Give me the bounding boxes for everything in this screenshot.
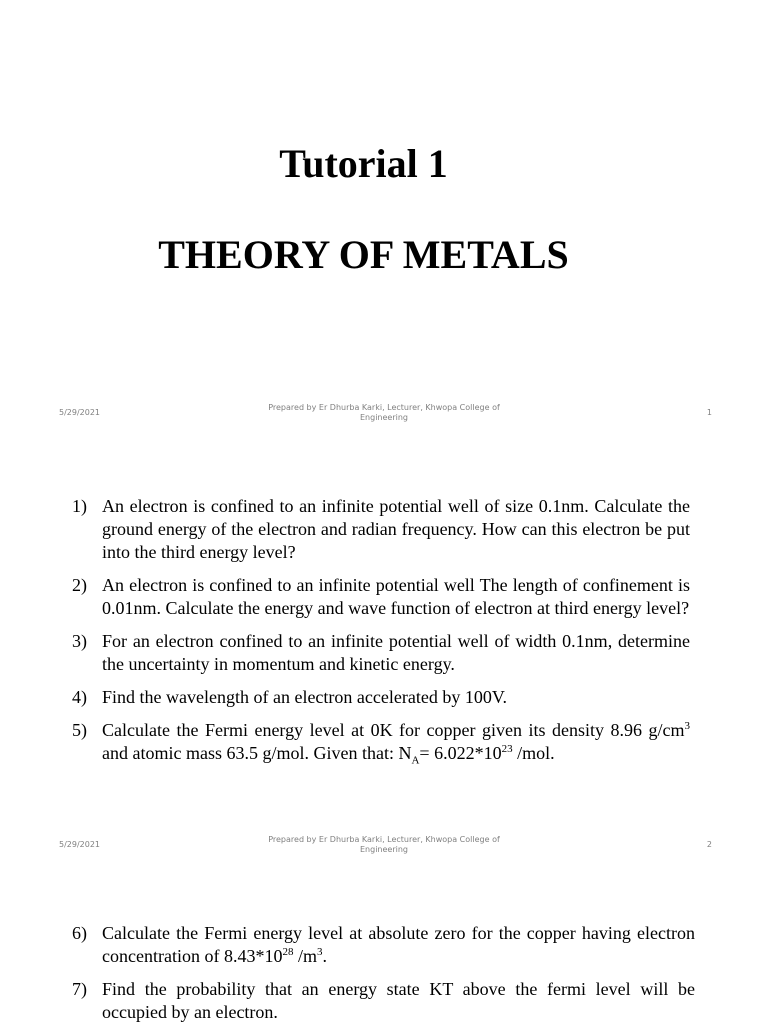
- question-text: Find the probability that an energy state KT above the fermi level will be occupied by an electron.: [102, 979, 695, 1022]
- question-number: 6): [72, 923, 87, 943]
- question-text-part: .: [322, 946, 327, 966]
- footer-date: 5/29/2021: [59, 840, 101, 849]
- question-item: [72, 574, 690, 620]
- question-item: [72, 978, 695, 1024]
- subscript: A: [411, 754, 420, 767]
- slide-title: Tutorial 1: [279, 141, 448, 186]
- question-text-part: and atomic mass 63.5 g/mol. Given that: N: [102, 743, 412, 763]
- question-number: 5): [72, 720, 87, 740]
- question-text: An electron is confined to an infinite potential well of size 0.1nm. Calculate the ground energy of the electron and radian frequency. How can this electron be put into the third energy level?: [102, 496, 690, 562]
- question-number: 4): [72, 687, 87, 707]
- question-number: 2): [72, 575, 87, 595]
- footer-date: 5/29/2021: [59, 408, 101, 417]
- footer-credit-line1: Prepared by Er Dhurba Karki, Lecturer, Khwopa College of: [268, 403, 500, 412]
- footer-credit: [254, 835, 514, 855]
- question-number: 1): [72, 496, 87, 516]
- footer-page-number: 2: [706, 840, 712, 849]
- question-text-part: /m: [293, 946, 317, 966]
- slide-subtitle: THEORY OF METALS: [158, 232, 569, 277]
- question-item: [72, 630, 690, 676]
- footer-page-number: 1: [706, 408, 712, 417]
- footer-credit: [254, 403, 514, 423]
- question-list: [72, 495, 690, 775]
- question-item: [72, 686, 690, 709]
- question-text-part: Calculate the Fermi energy level at 0K for copper given its density 8.96 g/cm: [102, 720, 685, 740]
- question-text: [102, 720, 690, 767]
- question-text: [102, 923, 695, 966]
- question-item: [72, 495, 690, 564]
- question-text: An electron is confined to an infinite potential well The length of confinement is 0.01nm. Calculate the energy and wave function of electron at third energy level?: [102, 575, 690, 618]
- footer-credit-line1: Prepared by Er Dhurba Karki, Lecturer, Khwopa College of: [268, 835, 500, 844]
- superscript: 3: [316, 946, 323, 958]
- superscript: 23: [501, 743, 513, 755]
- slide-3: [0, 864, 768, 1024]
- question-number: 7): [72, 979, 87, 999]
- question-item: [72, 719, 690, 765]
- footer-credit-line2: Engineering: [360, 845, 408, 854]
- question-text: Find the wavelength of an electron accelerated by 100V.: [102, 687, 508, 707]
- question-text-part: Calculate the Fermi energy level at absolute zero for the copper having electron concentration of 8.43*10: [102, 923, 695, 966]
- question-text: For an electron confined to an infinite potential well of width 0.1nm, determine the uncertainty in momentum and kinetic energy.: [102, 631, 690, 674]
- slide-1: [0, 0, 768, 432]
- question-number: 3): [72, 631, 87, 651]
- question-text-part: /mol.: [512, 743, 555, 763]
- slide-2: [0, 432, 768, 864]
- superscript: 3: [684, 720, 690, 732]
- question-text-part: = 6.022*10: [419, 743, 502, 763]
- footer-credit-line2: Engineering: [360, 413, 408, 422]
- question-item: [72, 922, 695, 968]
- question-list: [72, 922, 695, 1034]
- superscript: 28: [282, 946, 294, 958]
